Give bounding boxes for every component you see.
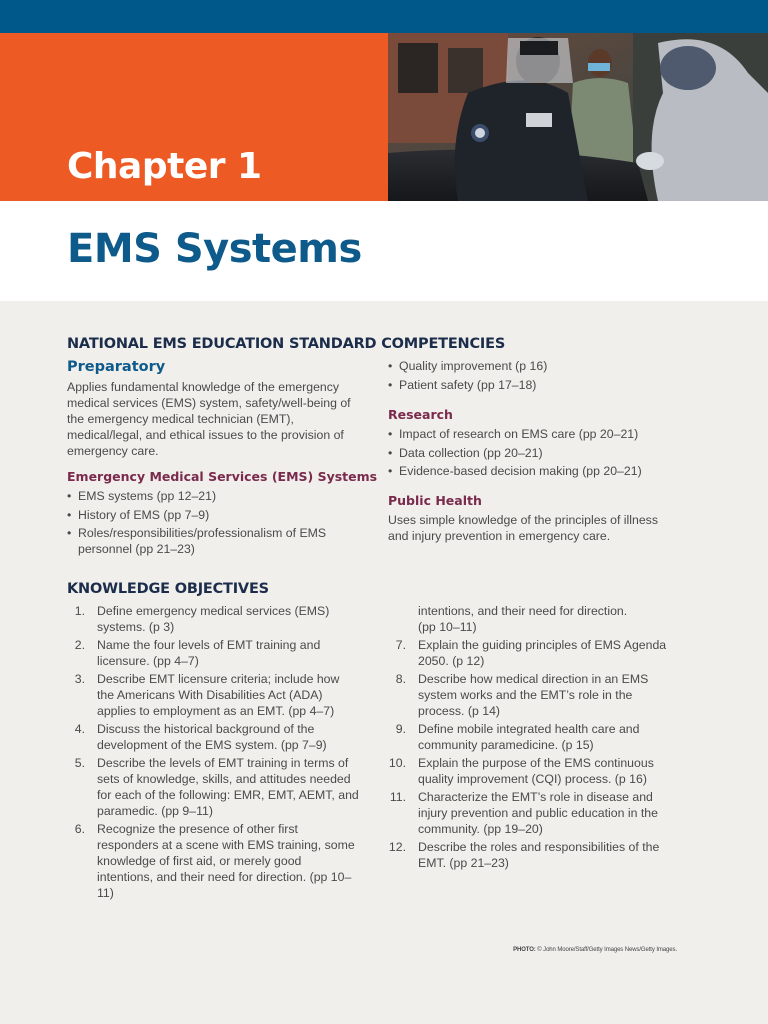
objective-item: 1. Define emergency medical services (EMS) systems. (p 3) xyxy=(74,604,330,634)
preparatory-heading: Preparatory xyxy=(67,359,166,375)
list-item: • Data collection (pp 20–21) xyxy=(388,445,688,461)
list-item: • History of EMS (pp 7–9) xyxy=(67,507,359,523)
objective-item: 7. Explain the guiding principles of EMS Agenda 2050. (p 12) xyxy=(395,638,667,668)
list-item: • EMS systems (pp 12–21) xyxy=(67,488,359,504)
photo-illustration xyxy=(388,33,768,201)
list-item: • Patient safety (pp 17–18) xyxy=(388,377,688,393)
ems-systems-list-continued xyxy=(388,358,688,395)
competencies-heading: NATIONAL EMS EDUCATION STANDARD COMPETENCIES xyxy=(67,336,506,352)
objective-item: 9. Define mobile integrated health care and community paramedicine. (p 15) xyxy=(395,722,640,752)
objective-item: 10. Explain the purpose of the EMS continuous quality improvement (CQI) process. (p 16) xyxy=(388,756,654,786)
public-health-text: Uses simple knowledge of the principles of illness and injury prevention in emergency care. xyxy=(388,513,658,543)
objectives-list-right xyxy=(388,603,678,873)
objective-item-continued: intentions, and their need for direction. (pp 10–11) xyxy=(418,604,628,634)
objective-item: 11. Characterize the EMT’s role in disease and injury prevention and public education in the community. (pp 19–20) xyxy=(389,790,658,836)
research-heading: Research xyxy=(388,407,453,422)
objective-item: 4. Discuss the historical background of the development of the EMS system. (pp 7–9) xyxy=(74,722,327,752)
public-health-heading: Public Health xyxy=(388,493,482,508)
chapter-label: Chapter 1 xyxy=(67,146,262,187)
objectives-list-left xyxy=(67,603,359,900)
top-color-bar xyxy=(0,0,768,33)
research-list xyxy=(388,426,688,482)
chapter-title: EMS Systems xyxy=(67,226,362,272)
ems-systems-list xyxy=(67,488,359,560)
objective-item: 3. Describe EMT licensure criteria; include how the Americans With Disabilities Act (ADA) applies to employment as an EMT. (pp 4–7) xyxy=(74,672,340,718)
list-item: • Roles/responsibilities/professionalism of EMS personnel (pp 21–23) xyxy=(67,525,359,557)
objective-item: 8. Describe how medical direction in an EMS system works and the EMT’s role in the process. (p 14) xyxy=(395,672,649,718)
objective-item: 5. Describe the levels of EMT training in terms of sets of knowledge, skills, and attitudes needed for each of the following: EMR, EMT, AEMT, and paramedic. (pp 9–11) xyxy=(74,756,359,818)
photo-credit: PHOTO: © John Moore/Staff/Getty Images News/Getty Images. xyxy=(513,947,677,953)
ems-scene-photo xyxy=(388,33,768,201)
list-item: • Impact of research on EMS care (pp 20–21) xyxy=(388,426,688,442)
objectives-heading: KNOWLEDGE OBJECTIVES xyxy=(67,581,269,597)
objective-item: 6. Recognize the presence of other first responders at a scene with EMS training, some knowledge of first aid, or merely good intentions, and their need for direction. (pp 10–11) xyxy=(74,822,355,900)
preparatory-text: Applies fundamental knowledge of the emergency medical services (EMS) system, safety/well-being of the emergency medical technician (EMT), medical/legal, and ethical issues to the provision of emergency care. xyxy=(67,380,351,458)
ems-systems-heading: Emergency Medical Services (EMS) Systems xyxy=(67,469,378,484)
objective-item: 12. Describe the roles and responsibilities of the EMT. (pp 21–23) xyxy=(388,840,660,870)
objective-item: 2. Name the four levels of EMT training and licensure. (pp 4–7) xyxy=(74,638,321,668)
list-item: • Quality improvement (p 16) xyxy=(388,358,688,374)
list-item: • Evidence-based decision making (pp 20–21) xyxy=(388,463,688,479)
